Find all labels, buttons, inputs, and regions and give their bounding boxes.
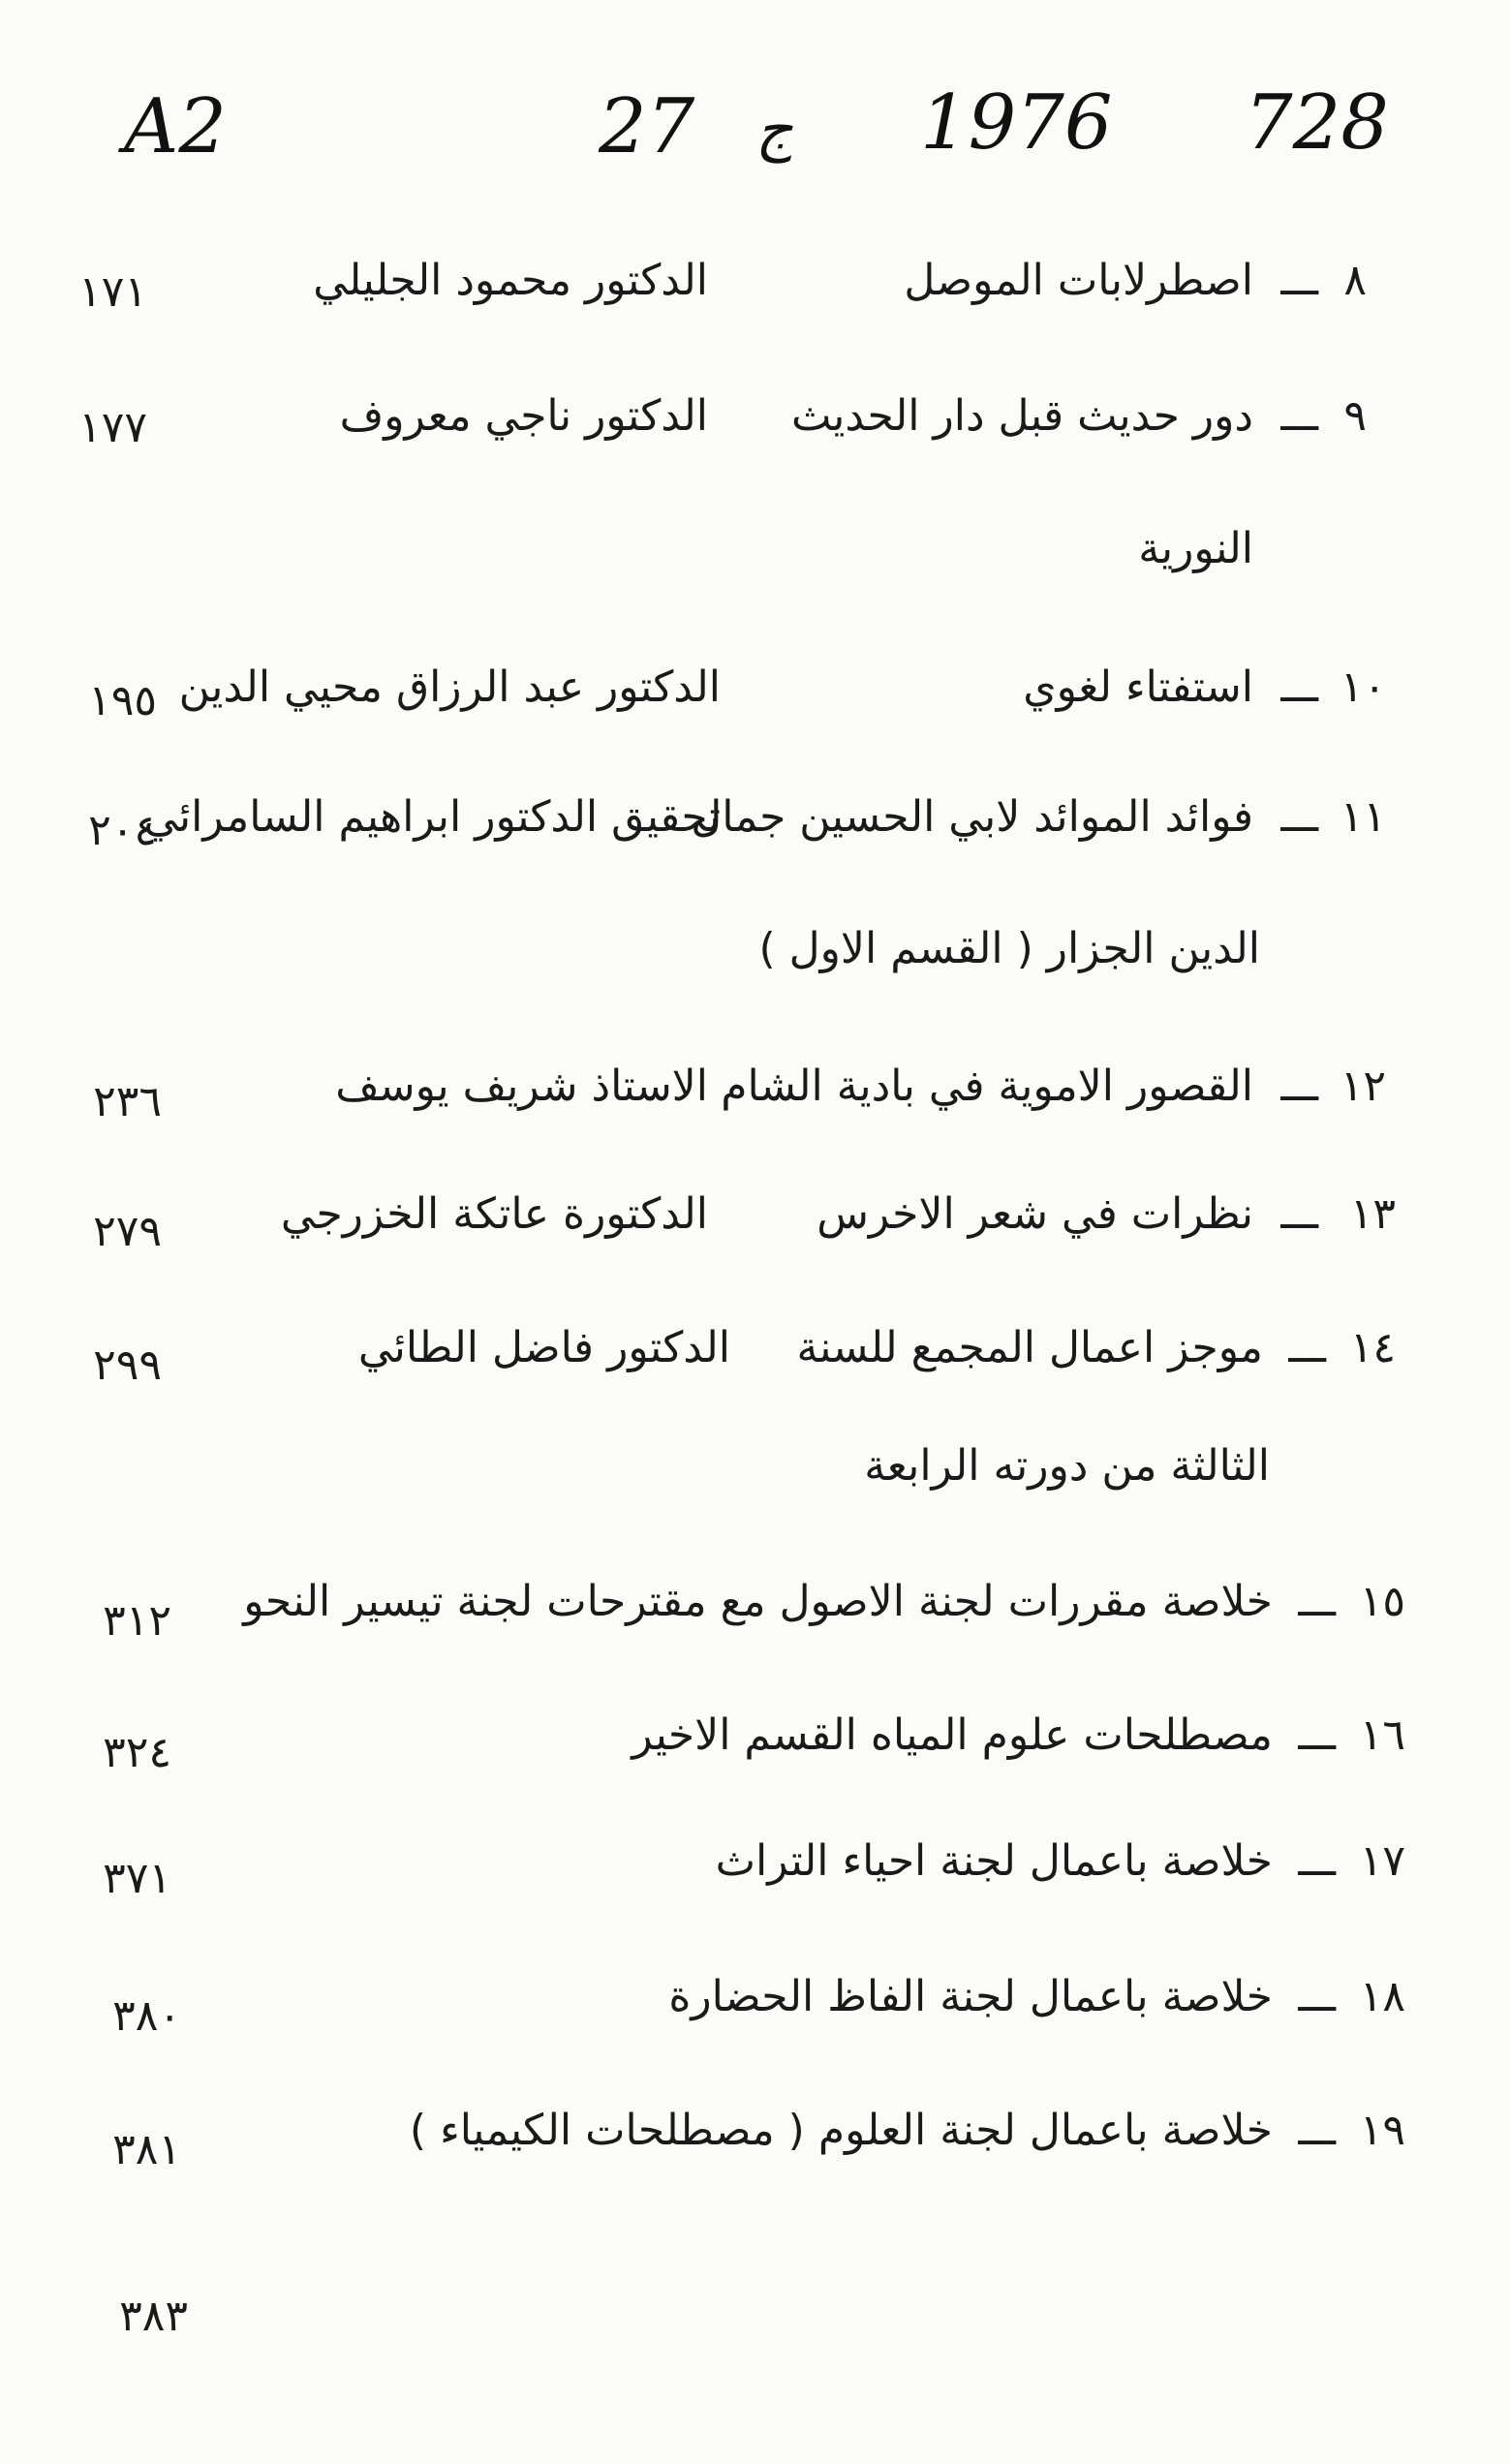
entry-13-number: ١٣ bbox=[1349, 1189, 1396, 1239]
entry-9-author: الدكتور ناجي معروف bbox=[339, 391, 708, 441]
entry-18-number: ١٨ bbox=[1359, 1972, 1405, 2021]
entry-11-number: ١١ bbox=[1340, 792, 1386, 842]
entry-14-page: ٢٩٩ bbox=[93, 1340, 162, 1390]
handwritten-number: 728 bbox=[1245, 79, 1389, 167]
entry-16-dash: ـــ bbox=[1298, 1710, 1336, 1760]
entry-17-dash: ـــ bbox=[1298, 1836, 1336, 1886]
entry-14-title: موجز اعمال المجمع للسنة bbox=[796, 1323, 1263, 1372]
entry-8-number: ٨ bbox=[1343, 256, 1367, 305]
entry-9-title-continued: النورية bbox=[1138, 524, 1253, 573]
entry-18-page: ٣٨٠ bbox=[112, 1991, 181, 2041]
final-page-number: ٣٨٣ bbox=[119, 2292, 188, 2341]
entry-10-number: ١٠ bbox=[1340, 662, 1386, 712]
entry-11-author: تحقيق الدكتور ابراهيم السامرائي bbox=[143, 792, 721, 842]
entry-17-page: ٣٧١ bbox=[103, 1854, 171, 1903]
entry-10-title: استفتاء لغوي bbox=[1023, 662, 1253, 712]
entry-11-title-continued: الدين الجزار ( القسم الاول ) bbox=[758, 924, 1260, 973]
entry-10-page: ١٩٥ bbox=[88, 676, 157, 725]
entry-14-number: ١٤ bbox=[1349, 1323, 1396, 1372]
handwritten-code: A2 bbox=[124, 83, 227, 170]
entry-16-page: ٣٢٤ bbox=[103, 1728, 171, 1777]
entry-9-dash: ـــ bbox=[1280, 391, 1318, 441]
entry-11-dash: ـــ bbox=[1280, 792, 1318, 842]
entry-10-dash: ـــ bbox=[1280, 662, 1318, 712]
entry-11-page: ٢٠٤ bbox=[88, 806, 157, 855]
entry-10-author: الدكتور عبد الرزاق محيي الدين bbox=[178, 662, 721, 712]
entry-15-title: خلاصة مقررات لجنة الاصول مع مقترحات لجنة تيسير النحو bbox=[243, 1577, 1273, 1626]
entry-12-dash: ـــ bbox=[1280, 1062, 1318, 1111]
handwritten-year: 1976 bbox=[920, 79, 1113, 167]
entry-13-page: ٢٧٩ bbox=[93, 1207, 162, 1256]
entry-13-title: نظرات في شعر الاخرس bbox=[817, 1189, 1253, 1239]
entry-14-author: الدكتور فاضل الطائي bbox=[357, 1323, 730, 1372]
entry-15-dash: ـــ bbox=[1298, 1577, 1336, 1626]
entry-14-dash: ـــ bbox=[1288, 1323, 1326, 1372]
entry-16-number: ١٦ bbox=[1359, 1710, 1405, 1760]
entry-14-title-continued: الثالثة من دورته الرابعة bbox=[864, 1441, 1270, 1491]
entry-17-number: ١٧ bbox=[1359, 1836, 1405, 1886]
entry-12-author: الاستاذ شريف يوسف bbox=[335, 1062, 708, 1111]
entry-15-page: ٣١٢ bbox=[103, 1596, 171, 1646]
handwritten-part: ج bbox=[755, 96, 793, 164]
entry-12-page: ٢٣٦ bbox=[93, 1077, 162, 1126]
entry-8-author: الدكتور محمود الجليلي bbox=[313, 256, 708, 305]
entry-8-dash: ـــ bbox=[1280, 256, 1318, 305]
entry-19-title: خلاصة باعمال لجنة العلوم ( مصطلحات الكيمياء ) bbox=[409, 2106, 1273, 2155]
entry-13-author: الدكتورة عاتكة الخزرجي bbox=[280, 1189, 708, 1239]
entry-15-number: ١٥ bbox=[1359, 1577, 1405, 1626]
entry-19-page: ٣٨١ bbox=[112, 2125, 181, 2174]
entry-11-title: فوائد الموائد لابي الحسين جمال bbox=[691, 792, 1253, 842]
entry-13-dash: ـــ bbox=[1280, 1189, 1318, 1239]
entry-18-dash: ـــ bbox=[1298, 1972, 1336, 2021]
entry-16-title: مصطلحات علوم المياه القسم الاخير bbox=[632, 1710, 1273, 1760]
entry-9-number: ٩ bbox=[1343, 391, 1367, 441]
entry-19-number: ١٩ bbox=[1359, 2106, 1405, 2155]
handwritten-day: 27 bbox=[599, 83, 695, 170]
entry-8-title: اصطرلابات الموصل bbox=[904, 256, 1253, 305]
entry-9-title: دور حديث قبل دار الحديث bbox=[790, 391, 1253, 441]
entry-19-dash: ـــ bbox=[1298, 2106, 1336, 2155]
entry-9-page: ١٧٧ bbox=[78, 403, 147, 452]
entry-17-title: خلاصة باعمال لجنة احياء التراث bbox=[715, 1836, 1273, 1886]
entry-12-number: ١٢ bbox=[1340, 1062, 1386, 1111]
entry-8-page: ١٧١ bbox=[78, 267, 147, 317]
entry-12-title: القصور الاموية في بادية الشام bbox=[721, 1062, 1253, 1111]
entry-18-title: خلاصة باعمال لجنة الفاظ الحضارة bbox=[668, 1972, 1273, 2021]
